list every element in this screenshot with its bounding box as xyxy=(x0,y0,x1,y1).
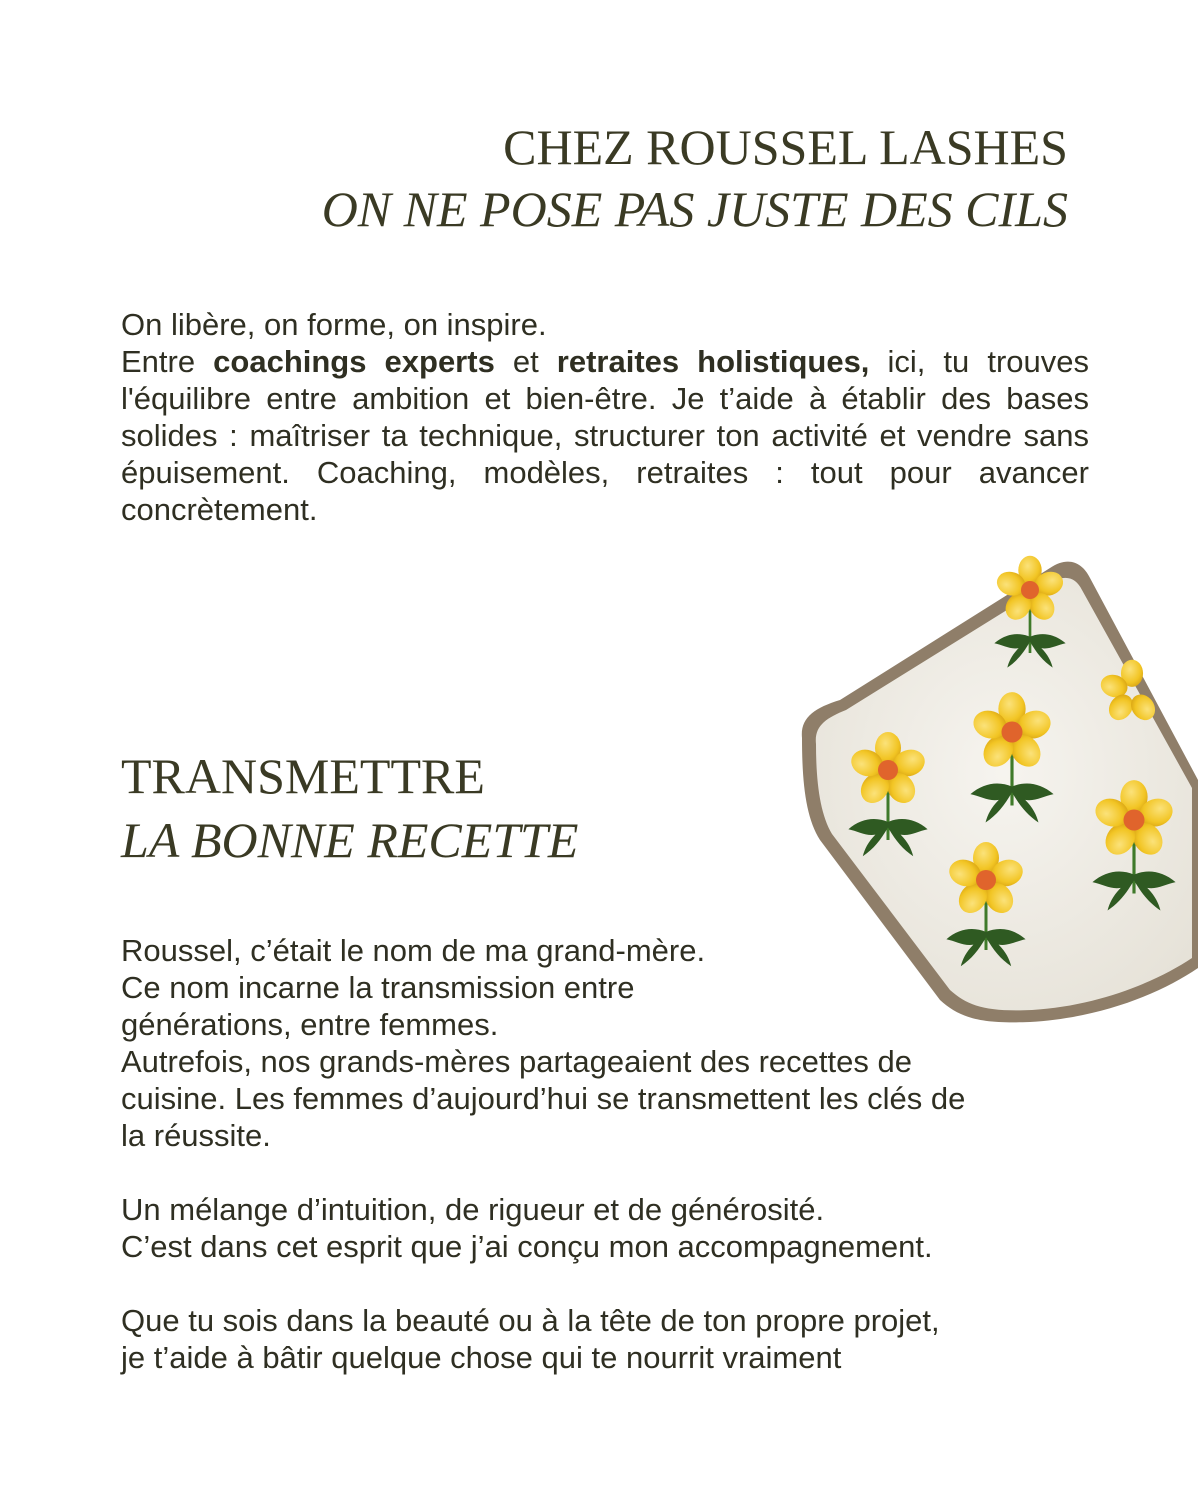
intro-text xyxy=(121,306,1089,528)
story-line: Un mélange d’intuition, de rigueur et de générosité. xyxy=(121,1192,825,1227)
story-line: générations, entre femmes. xyxy=(121,1007,499,1042)
story-line: Ce nom incarne la transmission entre xyxy=(121,970,635,1005)
intro-text-start: Entre xyxy=(121,344,214,379)
intro-bold-retreats: retraites holistiques, xyxy=(556,344,870,379)
hero-heading xyxy=(128,116,1068,240)
hero-heading-line2: ON NE POSE PAS JUSTE DES CILS xyxy=(321,181,1068,237)
story-line: C’est dans cet esprit que j’ai conçu mon accompagnement. xyxy=(121,1229,933,1264)
hero-heading-line1: CHEZ ROUSSEL LASHES xyxy=(503,119,1068,175)
story-line: Que tu sois dans la beauté ou à la tête de ton propre projet, xyxy=(121,1303,940,1338)
story-line: je t’aide à bâtir quelque chose qui te nourrit vraiment xyxy=(121,1340,842,1375)
intro-bold-coaching: coachings experts xyxy=(213,344,495,379)
story-line: Roussel, c’était le nom de ma grand-mère. xyxy=(121,933,706,968)
section-heading-line2: LA BONNE RECETTE xyxy=(121,812,579,868)
intro-text-end: ici, tu trouves l'équilibre entre ambition et bien-être. Je t’aide à établir des bases solides : maîtriser ta technique, structurer ton activité et vendre sans épuisement. Coaching, modèles, retraites : tout pour avancer concrètement. xyxy=(121,344,1089,527)
story-text xyxy=(121,932,1171,1376)
section-heading-transmettre xyxy=(121,744,821,872)
intro-tagline: On libère, on forme, on inspire. xyxy=(121,307,547,342)
story-line: la réussite. xyxy=(121,1118,271,1153)
intro-text-mid: et xyxy=(494,344,557,379)
story-line: Autrefois, nos grands-mères partageaient des recettes de xyxy=(121,1044,912,1079)
intro-paragraph xyxy=(121,343,1089,528)
section-heading-line1: TRANSMETTRE xyxy=(121,748,485,804)
story-line: cuisine. Les femmes d’aujourd’hui se transmettent les clés de xyxy=(121,1081,966,1116)
